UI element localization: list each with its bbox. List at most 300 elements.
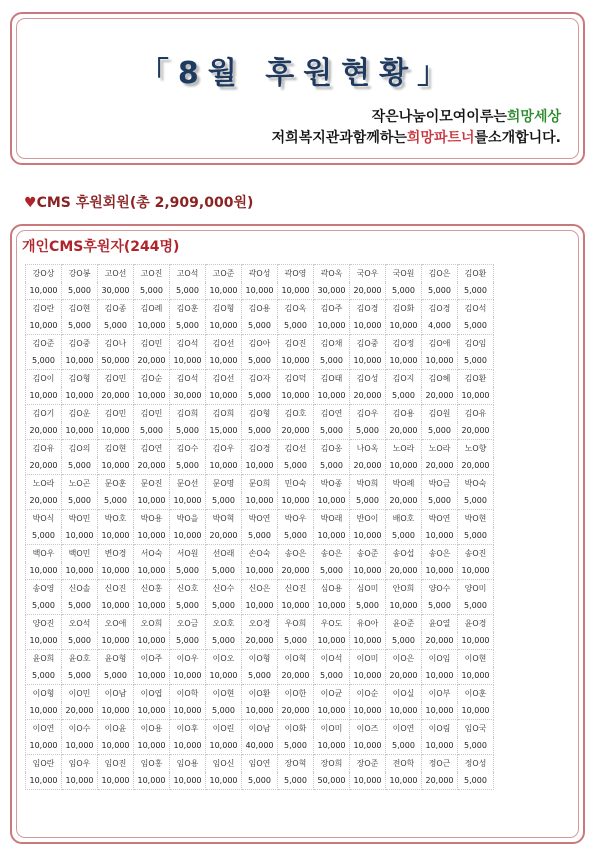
- donor-amount: 30,000: [314, 282, 350, 300]
- donor-amount: 10,000: [206, 737, 242, 755]
- donor-name: 박O민: [62, 510, 98, 528]
- donor-name: 윤O호: [62, 650, 98, 668]
- donor-name: 김O형: [206, 300, 242, 318]
- donor-amount: 10,000: [134, 702, 170, 720]
- donor-amount: 10,000: [98, 597, 134, 615]
- donor-amount: 5,000: [26, 597, 62, 615]
- donor-amount-row: [26, 772, 494, 790]
- donor-amount: 20,000: [422, 632, 458, 650]
- donor-amount: 20,000: [422, 457, 458, 475]
- donor-amount: 20,000: [98, 387, 134, 405]
- donor-name: 김O성: [350, 370, 386, 388]
- donor-amount: 5,000: [386, 737, 422, 755]
- donor-name: 이O민: [62, 685, 98, 703]
- donor-name: 전O학: [386, 755, 422, 773]
- donor-amount: 10,000: [170, 352, 206, 370]
- donor-amount: 10,000: [350, 352, 386, 370]
- donor-amount: 10,000: [98, 527, 134, 545]
- donor-name: 임O신: [206, 755, 242, 773]
- donor-amount: 5,000: [170, 282, 206, 300]
- donor-name: 유O아: [350, 615, 386, 633]
- donor-amount: 10,000: [386, 597, 422, 615]
- donor-name: 서O숙: [134, 545, 170, 563]
- donor-name: 이O환: [242, 685, 278, 703]
- donor-amount: 20,000: [62, 702, 98, 720]
- donor-amount-row: [26, 632, 494, 650]
- donor-amount: 5,000: [170, 457, 206, 475]
- donor-name: 양O수: [422, 580, 458, 598]
- donor-amount: 5,000: [386, 387, 422, 405]
- donor-name: 심O미: [350, 580, 386, 598]
- donor-amount: 20,000: [386, 667, 422, 685]
- donor-name: 김O경: [242, 440, 278, 458]
- donor-amount: 5,000: [278, 317, 314, 335]
- donor-amount: 5,000: [458, 737, 494, 755]
- donor-amount: 10,000: [386, 457, 422, 475]
- donor-amount: 20,000: [422, 387, 458, 405]
- donor-amount: 10,000: [386, 317, 422, 335]
- donor-amount: 10,000: [206, 282, 242, 300]
- donor-name: 이O오: [206, 650, 242, 668]
- donor-amount: 10,000: [98, 737, 134, 755]
- donor-amount: 5,000: [422, 422, 458, 440]
- donor-name: 신O홍: [134, 580, 170, 598]
- donor-amount: 10,000: [242, 702, 278, 720]
- donor-amount-row: [26, 527, 494, 545]
- donor-amount: 10,000: [170, 527, 206, 545]
- donor-name-row: [26, 405, 494, 423]
- donor-name: 문O훈: [98, 475, 134, 493]
- donor-name: 김O지: [386, 370, 422, 388]
- donor-name: 고O선: [98, 265, 134, 283]
- donor-amount: 15,000: [206, 422, 242, 440]
- donor-amount: 5,000: [206, 702, 242, 720]
- donor-amount: 10,000: [386, 772, 422, 790]
- donor-amount: 10,000: [386, 702, 422, 720]
- donor-name: 이O린: [206, 720, 242, 738]
- donor-name: 김O원: [422, 405, 458, 423]
- donor-amount: 10,000: [386, 352, 422, 370]
- donor-amount: 20,000: [278, 562, 314, 580]
- donor-amount: 10,000: [314, 632, 350, 650]
- donor-name: 김O민: [134, 405, 170, 423]
- donor-name: 정O근: [422, 755, 458, 773]
- donor-name: 김O수: [170, 440, 206, 458]
- donor-amount: 10,000: [350, 737, 386, 755]
- donor-amount: 10,000: [62, 527, 98, 545]
- donor-amount: 5,000: [278, 737, 314, 755]
- donor-amount: 50,000: [314, 772, 350, 790]
- donor-name: 이O수: [62, 720, 98, 738]
- donor-name: 송O은: [278, 545, 314, 563]
- donor-amount: 20,000: [242, 632, 278, 650]
- tagline-line-2: [272, 127, 561, 147]
- donor-amount: 10,000: [350, 702, 386, 720]
- donor-name: 이O훈: [458, 685, 494, 703]
- donor-amount: 10,000: [134, 492, 170, 510]
- donor-name: 김O기: [26, 405, 62, 423]
- donor-amount: 20,000: [458, 457, 494, 475]
- donor-name: 오O희: [134, 615, 170, 633]
- donor-amount: 5,000: [242, 352, 278, 370]
- donor-amount: 5,000: [26, 527, 62, 545]
- donor-amount: 10,000: [170, 492, 206, 510]
- donor-amount: 5,000: [134, 422, 170, 440]
- donor-amount: 10,000: [350, 527, 386, 545]
- donor-name: 이O은: [386, 650, 422, 668]
- donor-name: 김O석: [458, 300, 494, 318]
- donor-amount: 10,000: [26, 702, 62, 720]
- donor-name: 임O국: [458, 720, 494, 738]
- donor-name: 신O호: [170, 580, 206, 598]
- donor-name: 김O란: [26, 300, 62, 318]
- donor-name: 이O균: [314, 685, 350, 703]
- donor-name: 김O선: [206, 335, 242, 353]
- donor-name: 김O은: [422, 265, 458, 283]
- donor-name: 김O덕: [278, 370, 314, 388]
- donor-amount: 10,000: [26, 772, 62, 790]
- donor-name: 김O연: [134, 440, 170, 458]
- donor-name: 백O민: [62, 545, 98, 563]
- donor-amount: 20,000: [386, 492, 422, 510]
- donor-name: 송O은: [314, 545, 350, 563]
- donor-amount: 10,000: [62, 772, 98, 790]
- donor-name: 박O현: [458, 510, 494, 528]
- donor-amount: 10,000: [458, 667, 494, 685]
- donor-amount: 5,000: [314, 667, 350, 685]
- donor-name: 윤O희: [26, 650, 62, 668]
- donor-name: 김O의: [62, 440, 98, 458]
- donor-amount: 5,000: [242, 317, 278, 335]
- donor-amount: 5,000: [98, 492, 134, 510]
- donor-amount: 5,000: [386, 632, 422, 650]
- donor-name: 김O형: [62, 370, 98, 388]
- donor-amount: 10,000: [134, 737, 170, 755]
- donor-name: 김O임: [458, 335, 494, 353]
- donor-name-row: [26, 475, 494, 493]
- donor-amount: 10,000: [458, 702, 494, 720]
- donor-amount: 5,000: [242, 527, 278, 545]
- donor-amount: 10,000: [134, 597, 170, 615]
- donor-name: 송O은: [422, 545, 458, 563]
- donor-amount: 5,000: [458, 352, 494, 370]
- donor-name: 임O진: [98, 755, 134, 773]
- donor-amount: 5,000: [62, 492, 98, 510]
- donor-amount: 5,000: [62, 632, 98, 650]
- donor-name: 이O형: [26, 685, 62, 703]
- donor-amount-row: [26, 702, 494, 720]
- donor-name: 국O우: [350, 265, 386, 283]
- donor-name: 이O윤: [98, 720, 134, 738]
- donor-amount: 10,000: [62, 737, 98, 755]
- donor-amount: 10,000: [134, 772, 170, 790]
- donor-amount-row: [26, 457, 494, 475]
- donor-name: 김O자: [242, 370, 278, 388]
- donor-name: 민O숙: [278, 475, 314, 493]
- donor-amount: 20,000: [26, 422, 62, 440]
- donor-name: 박O연: [242, 510, 278, 528]
- donor-name: 노O라: [422, 440, 458, 458]
- donor-name: 이O화: [278, 720, 314, 738]
- donor-name: 오O호: [206, 615, 242, 633]
- donor-amount: 10,000: [422, 737, 458, 755]
- donor-name: 김O호: [278, 405, 314, 423]
- donor-name: 오O금: [170, 615, 206, 633]
- donor-amount: 20,000: [422, 772, 458, 790]
- section-title-text: CMS 후원회원(총 2,909,000원): [36, 195, 254, 211]
- donor-amount: 5,000: [278, 457, 314, 475]
- donor-name: 국O원: [386, 265, 422, 283]
- donor-amount: 5,000: [98, 317, 134, 335]
- donor-name: 박O희: [350, 475, 386, 493]
- donor-name: 우O도: [314, 615, 350, 633]
- donor-name: 김O중: [350, 335, 386, 353]
- donor-name: 노O향: [458, 440, 494, 458]
- donor-name: 김O민: [98, 370, 134, 388]
- donor-amount: 10,000: [170, 702, 206, 720]
- donor-name-row: [26, 545, 494, 563]
- donor-name: 김O주: [314, 300, 350, 318]
- donor-name: 박O래: [314, 510, 350, 528]
- donor-amount: 10,000: [314, 317, 350, 335]
- donor-name: 노O라: [386, 440, 422, 458]
- heart-icon: ♥: [24, 195, 37, 211]
- donor-amount: 10,000: [314, 702, 350, 720]
- donor-name-row: [26, 685, 494, 703]
- donor-amount: 20,000: [26, 492, 62, 510]
- donor-amount: 10,000: [314, 387, 350, 405]
- donor-name: 장O희: [314, 755, 350, 773]
- donor-name: 송O영: [26, 580, 62, 598]
- donor-amount: 40,000: [242, 737, 278, 755]
- donor-amount: 10,000: [422, 527, 458, 545]
- donor-name: 박O우: [278, 510, 314, 528]
- tagline-2-suffix: 를소개합니다.: [474, 130, 561, 146]
- donor-table: [25, 264, 494, 790]
- donor-amount: 5,000: [62, 597, 98, 615]
- donor-amount: 10,000: [62, 387, 98, 405]
- donor-amount: 5,000: [242, 772, 278, 790]
- donor-name: 이O연: [386, 720, 422, 738]
- donor-amount: 10,000: [314, 597, 350, 615]
- donor-amount: 5,000: [134, 282, 170, 300]
- donor-name: 임O용: [170, 755, 206, 773]
- donor-name: 임O홍: [134, 755, 170, 773]
- header-box: [10, 12, 585, 165]
- donor-name: 김O종: [98, 300, 134, 318]
- donor-name-row: [26, 335, 494, 353]
- donor-amount: 5,000: [422, 282, 458, 300]
- donor-name: 김O운: [62, 405, 98, 423]
- donor-name: 강O봉: [62, 265, 98, 283]
- donor-list-box: [10, 224, 585, 844]
- donor-amount: 5,000: [26, 352, 62, 370]
- donor-name: 김O유: [26, 440, 62, 458]
- donor-name: 박O혁: [206, 510, 242, 528]
- donor-name: 송O준: [350, 545, 386, 563]
- donor-name: 배O호: [386, 510, 422, 528]
- donor-amount: 10,000: [278, 387, 314, 405]
- donor-amount: 20,000: [278, 702, 314, 720]
- donor-name-row: [26, 370, 494, 388]
- donor-amount: 20,000: [350, 282, 386, 300]
- donor-name: 윤O경: [458, 615, 494, 633]
- donor-name: 이O미: [350, 650, 386, 668]
- donor-amount: 10,000: [350, 667, 386, 685]
- donor-name: 이O혁: [278, 650, 314, 668]
- donor-name: 장O준: [350, 755, 386, 773]
- donor-name: 김O형: [242, 405, 278, 423]
- donor-amount: 10,000: [314, 492, 350, 510]
- donor-amount: 20,000: [386, 422, 422, 440]
- donor-name: 이O림: [422, 720, 458, 738]
- donor-amount: 10,000: [134, 387, 170, 405]
- donor-amount: 10,000: [350, 772, 386, 790]
- donor-name: 양O진: [26, 615, 62, 633]
- donor-amount-row: [26, 492, 494, 510]
- donor-amount: 5,000: [422, 597, 458, 615]
- donor-amount: 10,000: [134, 527, 170, 545]
- donor-name: 김O정: [386, 335, 422, 353]
- donor-amount: 10,000: [422, 562, 458, 580]
- donor-name-row: [26, 650, 494, 668]
- donor-amount: 5,000: [458, 597, 494, 615]
- donor-amount: 10,000: [278, 492, 314, 510]
- donor-amount: 10,000: [98, 632, 134, 650]
- donor-name: 김O화: [386, 300, 422, 318]
- donor-name: 박O금: [422, 475, 458, 493]
- donor-amount: 10,000: [26, 562, 62, 580]
- donor-name: 신O은: [242, 580, 278, 598]
- donor-amount: 5,000: [314, 352, 350, 370]
- donor-amount-row: [26, 667, 494, 685]
- donor-amount: 10,000: [242, 282, 278, 300]
- donor-name: 김O민: [134, 335, 170, 353]
- donor-name: 이O부: [422, 685, 458, 703]
- donor-amount: 5,000: [350, 492, 386, 510]
- donor-amount: 5,000: [242, 422, 278, 440]
- donor-amount: 5,000: [386, 527, 422, 545]
- donor-name: 선O래: [206, 545, 242, 563]
- donor-name: 김O현: [98, 440, 134, 458]
- donor-amount: 10,000: [98, 422, 134, 440]
- donor-amount: 5,000: [386, 282, 422, 300]
- donor-amount: 10,000: [350, 632, 386, 650]
- donor-amount: 10,000: [134, 632, 170, 650]
- donor-amount: 10,000: [206, 667, 242, 685]
- donor-amount-row: [26, 422, 494, 440]
- donor-amount: 5,000: [242, 667, 278, 685]
- donor-amount: 20,000: [386, 562, 422, 580]
- donor-name-row: [26, 720, 494, 738]
- donor-amount: 5,000: [422, 492, 458, 510]
- donor-amount: 20,000: [458, 422, 494, 440]
- donor-name: 곽O옥: [314, 265, 350, 283]
- donor-amount: 10,000: [98, 702, 134, 720]
- donor-name: 정O성: [458, 755, 494, 773]
- donor-amount: 10,000: [62, 352, 98, 370]
- donor-amount: 5,000: [458, 282, 494, 300]
- donor-name: 강O상: [26, 265, 62, 283]
- donor-name: 노O곤: [62, 475, 98, 493]
- donor-amount: 20,000: [350, 457, 386, 475]
- donor-name-row: [26, 440, 494, 458]
- donor-name: 이O용: [134, 720, 170, 738]
- donor-name: 이O학: [170, 685, 206, 703]
- donor-name: 김O중: [62, 335, 98, 353]
- donor-name: 김O석: [170, 370, 206, 388]
- donor-name: 박O숙: [458, 475, 494, 493]
- donor-name: 박O연: [422, 510, 458, 528]
- donor-amount-row: [26, 352, 494, 370]
- donor-amount: 10,000: [62, 562, 98, 580]
- donor-amount: 10,000: [314, 737, 350, 755]
- donor-amount: 10,000: [170, 667, 206, 685]
- donor-name: 곽O성: [242, 265, 278, 283]
- donor-amount-row: [26, 317, 494, 335]
- donor-amount: 10,000: [134, 317, 170, 335]
- donor-name: 박O종: [314, 475, 350, 493]
- donor-amount: 5,000: [170, 317, 206, 335]
- donor-amount: 5,000: [242, 387, 278, 405]
- donor-name: 이O석: [314, 650, 350, 668]
- donor-name-row: [26, 580, 494, 598]
- donor-amount: 5,000: [314, 457, 350, 475]
- donor-amount: 10,000: [62, 422, 98, 440]
- donor-name: 김O태: [314, 370, 350, 388]
- donor-name: 반O이: [350, 510, 386, 528]
- donor-name: 김O용: [242, 300, 278, 318]
- donor-amount: 5,000: [170, 562, 206, 580]
- donor-name: 박O용: [134, 510, 170, 528]
- donor-name: 김O우: [350, 405, 386, 423]
- donor-amount: 5,000: [278, 527, 314, 545]
- donor-name-row: [26, 755, 494, 773]
- donor-name: 나O옥: [350, 440, 386, 458]
- donor-name: 김O희: [170, 405, 206, 423]
- donor-name: 고O석: [170, 265, 206, 283]
- donor-name: 신O수: [206, 580, 242, 598]
- donor-name: 신O진: [98, 580, 134, 598]
- donor-name: 박O례: [386, 475, 422, 493]
- donor-amount: 10,000: [206, 772, 242, 790]
- donor-amount: 10,000: [170, 737, 206, 755]
- donor-name: 이O주: [134, 650, 170, 668]
- donor-amount-row: [26, 282, 494, 300]
- donor-name: 김O옹: [314, 440, 350, 458]
- donor-amount: 10,000: [206, 317, 242, 335]
- tagline-1-highlight: 희망세상: [506, 109, 561, 125]
- donor-name: 김O현: [62, 300, 98, 318]
- donor-name-row: [26, 510, 494, 528]
- donor-amount: 5,000: [62, 317, 98, 335]
- donor-name: 박O식: [26, 510, 62, 528]
- donor-name: 김O우: [206, 440, 242, 458]
- donor-name: 김O용: [386, 405, 422, 423]
- donor-amount: 5,000: [458, 492, 494, 510]
- donor-amount: 10,000: [26, 317, 62, 335]
- donor-amount: 10,000: [98, 457, 134, 475]
- donor-amount: 10,000: [242, 492, 278, 510]
- donor-amount: 10,000: [314, 527, 350, 545]
- donor-name: 박O호: [98, 510, 134, 528]
- donor-name: 이O현: [206, 685, 242, 703]
- donor-name: 안O희: [386, 580, 422, 598]
- donor-amount: 5,000: [98, 667, 134, 685]
- donor-amount: 10,000: [350, 562, 386, 580]
- donor-name: 문O선: [170, 475, 206, 493]
- donor-amount: 5,000: [26, 667, 62, 685]
